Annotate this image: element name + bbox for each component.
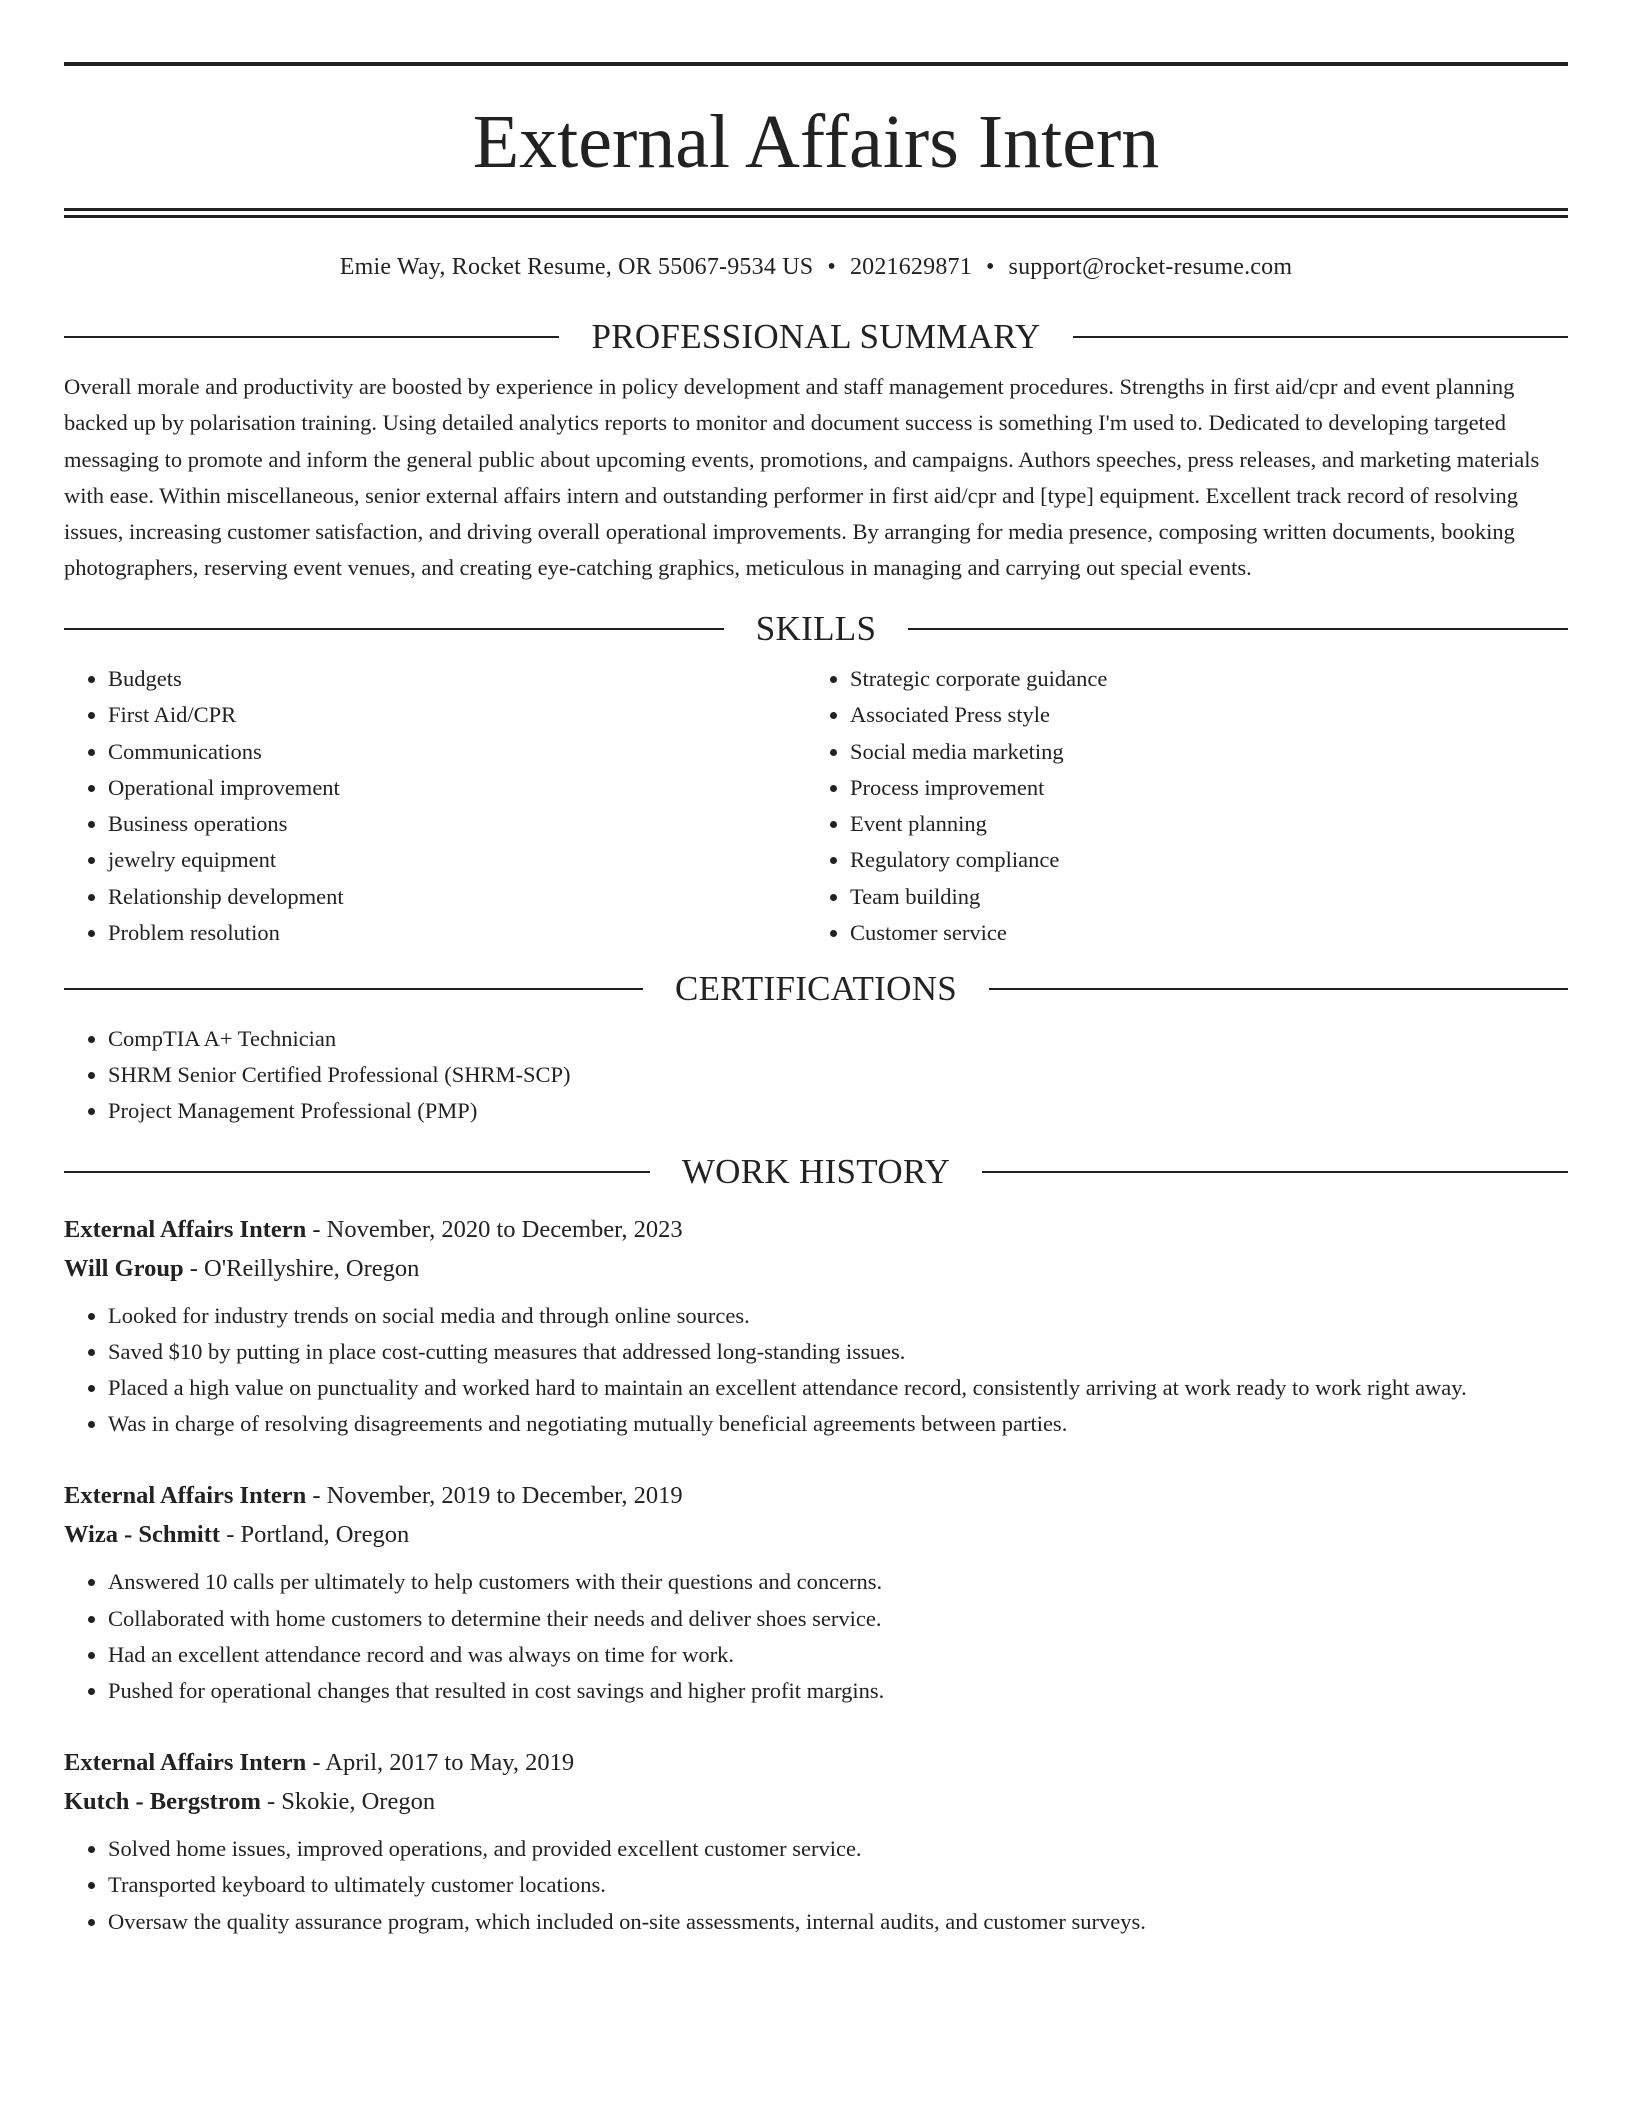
skill-item: • Problem resolution <box>108 915 806 951</box>
work-history-heading <box>64 1152 1568 1192</box>
summary-heading-label: PROFESSIONAL SUMMARY <box>591 317 1041 356</box>
top-rule <box>64 62 1568 66</box>
contact-separator: • <box>827 254 836 280</box>
skill-item: • Customer service <box>850 915 1548 951</box>
job-bullet: • Transported keyboard to ultimately customer locations. <box>108 1867 1568 1903</box>
heading-rule <box>1073 336 1568 338</box>
job-company-line <box>64 1515 1568 1554</box>
skill-item: • jewelry equipment <box>108 842 806 878</box>
job-bullet: • Had an excellent attendance record and was always on time for work. <box>108 1637 1568 1673</box>
job-bullet: • Solved home issues, improved operations, and provided excellent customer service. <box>108 1831 1568 1867</box>
job-bullets <box>64 1831 1568 1940</box>
skill-item: • Team building <box>850 879 1548 915</box>
job-dates: - November, 2019 to December, 2019 <box>306 1482 683 1510</box>
job-bullet: • Placed a high value on punctuality and worked hard to maintain an excellent attendance record, consistently arriving at work ready to work right away. <box>108 1370 1568 1406</box>
job-entry <box>64 1476 1568 1709</box>
resume-title: External Affairs Intern <box>472 100 1160 184</box>
certifications-heading-label: CERTIFICATIONS <box>674 968 958 1008</box>
contact-email: support@rocket-resume.com <box>1008 254 1293 280</box>
contact-address: Emie Way, Rocket Resume, OR 55067-9534 US <box>339 254 814 280</box>
skill-item: • Business operations <box>108 806 806 842</box>
job-bullet: • Saved $10 by putting in place cost-cutting measures that addressed long-standing issues. <box>108 1334 1568 1370</box>
heading-rule <box>908 628 1568 630</box>
heading-rule <box>989 988 1568 990</box>
job-location: - Skokie, Oregon <box>260 1788 436 1816</box>
job-company: Kutch - Bergstrom <box>64 1788 261 1816</box>
job-bullet: • Oversaw the quality assurance program, which included on-site assessments, internal audits, and customer surveys. <box>108 1904 1568 1940</box>
job-location: - O'Reillyshire, Oregon <box>183 1254 420 1282</box>
resume-page <box>64 0 1568 1940</box>
contact-phone: 2021629871 <box>849 254 972 280</box>
skills-column-right <box>806 661 1548 951</box>
job-bullet: • Looked for industry trends on social media and through online sources. <box>108 1298 1568 1334</box>
certification-item: • CompTIA A+ Technician <box>108 1021 1568 1057</box>
heading-rule <box>64 988 643 990</box>
summary-heading <box>64 317 1568 357</box>
work-history-heading-label: WORK HISTORY <box>681 1151 951 1191</box>
job-location: - Portland, Oregon <box>220 1521 410 1549</box>
job-role: External Affairs Intern <box>64 1482 307 1510</box>
certification-item: • Project Management Professional (PMP) <box>108 1093 1568 1129</box>
contact-separator: • <box>985 254 995 280</box>
skills-heading <box>64 609 1568 649</box>
skills-list-left <box>64 661 806 951</box>
certifications-heading <box>64 969 1568 1009</box>
job-bullet: • Collaborated with home customers to determine their needs and deliver shoes service. <box>108 1601 1568 1637</box>
skill-item: • Associated Press style <box>850 697 1548 733</box>
job-role: External Affairs Intern <box>64 1749 307 1777</box>
certification-item: • SHRM Senior Certified Professional (SHRM-SCP) <box>108 1057 1568 1093</box>
heading-rule <box>64 1171 650 1173</box>
skill-item: • Process improvement <box>850 770 1548 806</box>
job-bullets <box>64 1564 1568 1709</box>
work-history-list <box>64 1210 1568 1940</box>
skill-item: • Budgets <box>108 661 806 697</box>
skill-item: • Communications <box>108 734 806 770</box>
skill-item: • Relationship development <box>108 879 806 915</box>
skills-column-left <box>64 661 806 951</box>
skills-list-right <box>806 661 1548 951</box>
job-role: External Affairs Intern <box>64 1215 307 1243</box>
heading-rule <box>64 628 724 630</box>
job-company: Will Group <box>64 1254 184 1282</box>
skills-list <box>64 661 1568 951</box>
job-bullet: • Pushed for operational changes that resulted in cost savings and higher profit margins. <box>108 1673 1568 1709</box>
job-company-line <box>64 1249 1568 1288</box>
heading-rule <box>64 336 559 338</box>
job-entry <box>64 1743 1568 1940</box>
contact-line <box>64 254 1568 281</box>
skill-item: • Operational improvement <box>108 770 806 806</box>
skill-item: • Strategic corporate guidance <box>850 661 1548 697</box>
skill-item: • Social media marketing <box>850 734 1548 770</box>
job-bullet: • Answered 10 calls per ultimately to help customers with their questions and concerns. <box>108 1564 1568 1600</box>
summary-text: Overall morale and productivity are boosted by experience in policy development and staff management procedures. Strengths in first aid/cpr and event planning backed up by polarisation training. Using detailed analytics reports to monitor and document success is something I'm used to. Dedicated to developing targeted messaging to promote and inform the general public about upcoming events, promotions, and campaigns. Authors speeches, press releases, and marketing materials with ease. Within miscellaneous, senior external affairs intern and outstanding performer in first aid/cpr and [type] equipment. Excellent track record of resolving issues, increasing customer satisfaction, and driving overall operational improvements. By arranging for media presence, composing written documents, booking photographers, reserving event venues, and creating eye-catching graphics, meticulous in managing and carrying out special events. <box>64 374 1540 581</box>
job-title-line <box>64 1476 1568 1515</box>
job-company: Wiza - Schmitt <box>64 1521 221 1549</box>
job-dates: - November, 2020 to December, 2023 <box>306 1215 683 1243</box>
job-company-line <box>64 1782 1568 1821</box>
job-bullets <box>64 1298 1568 1443</box>
job-title-line <box>64 1210 1568 1249</box>
certifications-list <box>64 1021 1568 1130</box>
job-dates: - April, 2017 to May, 2019 <box>306 1749 575 1777</box>
skill-item: • First Aid/CPR <box>108 697 806 733</box>
certifications-items <box>64 1021 1568 1130</box>
skill-item: • Regulatory compliance <box>850 842 1548 878</box>
job-entry <box>64 1210 1568 1443</box>
title-double-rule <box>64 208 1568 218</box>
heading-rule <box>982 1171 1568 1173</box>
job-bullet: • Was in charge of resolving disagreements and negotiating mutually beneficial agreements between parties. <box>108 1406 1568 1442</box>
job-title-line <box>64 1743 1568 1782</box>
skills-heading-label: SKILLS <box>755 609 877 649</box>
skill-item: • Event planning <box>850 806 1548 842</box>
